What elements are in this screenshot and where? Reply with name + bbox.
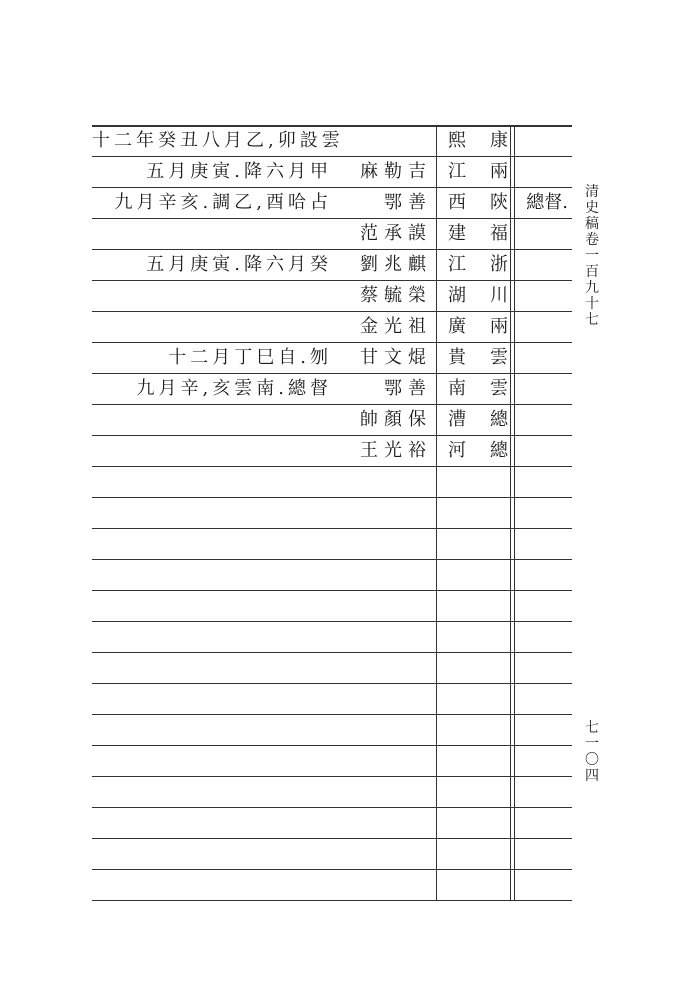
record-text	[92, 312, 332, 342]
record-text: 十二年癸丑八月乙,卯設雲	[92, 130, 344, 151]
region-cell: 西	[448, 192, 466, 213]
right-column-cell: 雲	[490, 378, 508, 399]
column-divider	[510, 125, 511, 900]
side-column-cell: 總督.	[526, 192, 568, 213]
table-rule	[92, 745, 572, 746]
column-divider	[514, 125, 515, 900]
region-cell: 漕	[448, 409, 466, 430]
book-header: 清史稿卷一百九十七	[585, 184, 599, 328]
table-rule	[92, 528, 572, 529]
name-cell: 鄂善	[384, 192, 432, 213]
right-column-cell: 兩	[490, 316, 508, 337]
region-cell: 廣	[448, 316, 466, 337]
right-column-cell: 總	[490, 409, 508, 430]
record-text	[92, 219, 332, 249]
name-cell: 金光祖	[360, 316, 432, 337]
name-cell: 帥顏保	[360, 409, 432, 430]
name-cell: 范承謨	[360, 223, 432, 244]
record-text: 九月辛亥.調乙,酉哈占	[114, 192, 332, 213]
table-rule	[92, 807, 572, 808]
record-text: 九月辛,亥雲南.總督	[136, 378, 332, 399]
right-column-cell: 浙	[490, 254, 508, 275]
table-rule	[92, 900, 572, 901]
region-cell: 南	[448, 378, 466, 399]
name-cell	[336, 126, 432, 156]
region-cell: 江	[448, 161, 466, 182]
right-column-cell: 兩	[490, 161, 508, 182]
table-rule	[92, 838, 572, 839]
table-rule	[92, 559, 572, 560]
right-column-cell: 川	[490, 285, 508, 306]
table-rule	[92, 497, 572, 498]
table-rule	[92, 683, 572, 684]
table-rule	[92, 466, 572, 467]
right-column-cell: 雲	[490, 347, 508, 368]
name-cell: 王光裕	[360, 440, 432, 461]
region-cell: 貴	[448, 347, 466, 368]
table-rule	[92, 652, 572, 653]
name-cell: 劉兆麒	[360, 254, 432, 275]
record-text	[92, 405, 332, 435]
table-rule	[92, 776, 572, 777]
right-column-cell: 康	[490, 130, 508, 151]
region-cell: 建	[448, 223, 466, 244]
name-cell: 鄂善	[384, 378, 432, 399]
record-text: 五月庚寅.降六月癸	[146, 254, 332, 275]
table-rule	[92, 869, 572, 870]
record-text: 五月庚寅.降六月甲	[146, 161, 332, 182]
region-cell: 熙	[448, 130, 466, 151]
right-column-cell: 總	[490, 440, 508, 461]
page-number: 七一〇四	[585, 720, 599, 784]
table-rule	[92, 621, 572, 622]
table-rule	[92, 590, 572, 591]
right-column-cell: 福	[490, 223, 508, 244]
region-cell: 江	[448, 254, 466, 275]
record-text	[92, 281, 332, 311]
region-cell: 湖	[448, 285, 466, 306]
record-text	[92, 436, 332, 466]
table-rule	[92, 714, 572, 715]
name-cell: 麻勒吉	[360, 161, 432, 182]
record-text: 十二月丁巳自.刎	[168, 347, 332, 368]
right-column-cell: 陝	[490, 192, 508, 213]
name-cell: 蔡毓榮	[360, 285, 432, 306]
name-cell: 甘文焜	[360, 347, 432, 368]
region-cell: 河	[448, 440, 466, 461]
